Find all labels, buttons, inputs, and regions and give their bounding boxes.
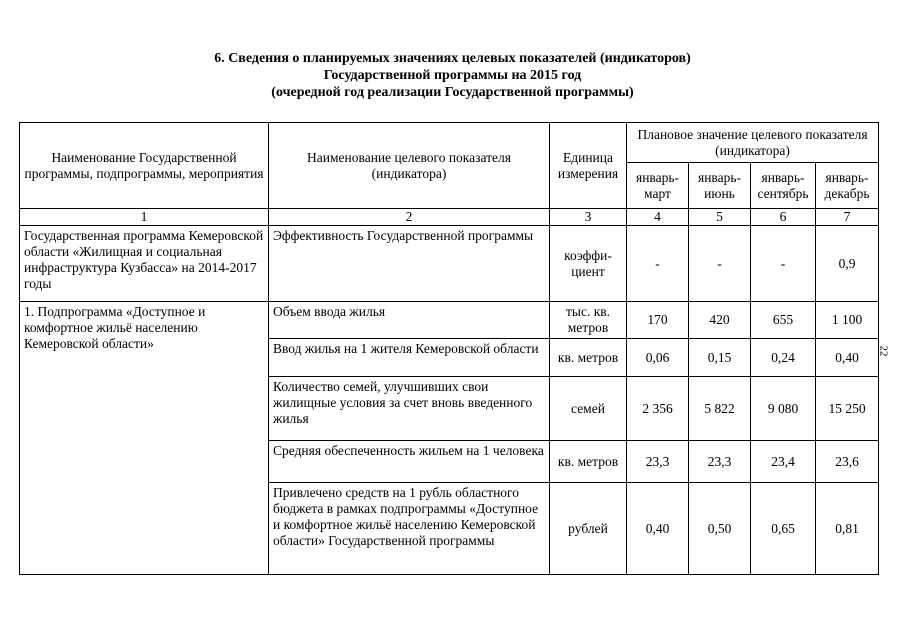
header-row-1	[20, 123, 879, 163]
col-number-6: 6	[751, 209, 816, 226]
header-unit: Единица измерения	[550, 123, 627, 209]
indicator-name: Объем ввода жилья	[269, 302, 550, 339]
table-row	[20, 302, 879, 339]
unit: коэффи-циент	[550, 226, 627, 302]
indicator-name: Эффективность Государственной программы	[269, 226, 550, 302]
indicator-name: Привлечено средств на 1 рубль областного бюджета в рамках подпрограммы «Доступное и комфортное жильё населению Кемеровской области» Государственной программы	[269, 483, 550, 575]
value-9m: -	[751, 226, 816, 302]
indicator-name: Количество семей, улучшивших свои жилищные условия за счет вновь введенного жилья	[269, 377, 550, 441]
table-row	[20, 226, 879, 302]
value-h1: 5 822	[689, 377, 751, 441]
header-period-q1: январь-март	[627, 163, 689, 209]
col-number-7: 7	[816, 209, 879, 226]
indicator-name: Средняя обеспеченность жильем на 1 человека	[269, 441, 550, 483]
column-number-row	[20, 209, 879, 226]
value-year: 0,40	[816, 339, 879, 377]
col-number-5: 5	[689, 209, 751, 226]
value-q1: 2 356	[627, 377, 689, 441]
col-number-2: 2	[269, 209, 550, 226]
header-planned: Плановое значение целевого показателя (индикатора)	[627, 123, 879, 163]
header-period-year: январь-декабрь	[816, 163, 879, 209]
unit: семей	[550, 377, 627, 441]
indicators-table	[19, 122, 879, 575]
header-program: Наименование Государственной программы, подпрограммы, мероприятия	[20, 123, 269, 209]
value-year: 23,6	[816, 441, 879, 483]
value-year: 0,81	[816, 483, 879, 575]
title-line-1: 6. Сведения о планируемых значениях целевых показателей (индикаторов)	[214, 51, 691, 66]
value-9m: 0,65	[751, 483, 816, 575]
value-year: 0,9	[816, 226, 879, 302]
value-q1: 0,06	[627, 339, 689, 377]
header-period-9m: январь-сентябрь	[751, 163, 816, 209]
value-h1: 420	[689, 302, 751, 339]
unit: кв. метров	[550, 441, 627, 483]
col-number-4: 4	[627, 209, 689, 226]
value-h1: 0,50	[689, 483, 751, 575]
value-9m: 655	[751, 302, 816, 339]
value-h1: -	[689, 226, 751, 302]
value-9m: 23,4	[751, 441, 816, 483]
value-q1: 0,40	[627, 483, 689, 575]
page-number: 22	[877, 345, 890, 357]
title-line-3: (очередной год реализации Государственной программы)	[271, 85, 634, 100]
value-q1: 23,3	[627, 441, 689, 483]
unit: рублей	[550, 483, 627, 575]
indicator-name: Ввод жилья на 1 жителя Кемеровской области	[269, 339, 550, 377]
header-indicator: Наименование целевого показателя (индикатора)	[269, 123, 550, 209]
value-9m: 0,24	[751, 339, 816, 377]
unit: тыс. кв. метров	[550, 302, 627, 339]
col-number-1: 1	[20, 209, 269, 226]
program-name: Государственная программа Кемеровской области «Жилищная и социальная инфраструктура Кузбасса» на 2014-2017 годы	[20, 226, 269, 302]
value-year: 1 100	[816, 302, 879, 339]
unit: кв. метров	[550, 339, 627, 377]
value-q1: -	[627, 226, 689, 302]
col-number-3: 3	[550, 209, 627, 226]
document-title	[0, 50, 905, 101]
value-h1: 0,15	[689, 339, 751, 377]
value-9m: 9 080	[751, 377, 816, 441]
title-line-2: Государственной программы на 2015 год	[323, 68, 582, 83]
value-q1: 170	[627, 302, 689, 339]
value-year: 15 250	[816, 377, 879, 441]
program-name: 1. Подпрограмма «Доступное и комфортное жильё населению Кемеровской области»	[20, 302, 269, 575]
value-h1: 23,3	[689, 441, 751, 483]
header-period-h1: январь-июнь	[689, 163, 751, 209]
